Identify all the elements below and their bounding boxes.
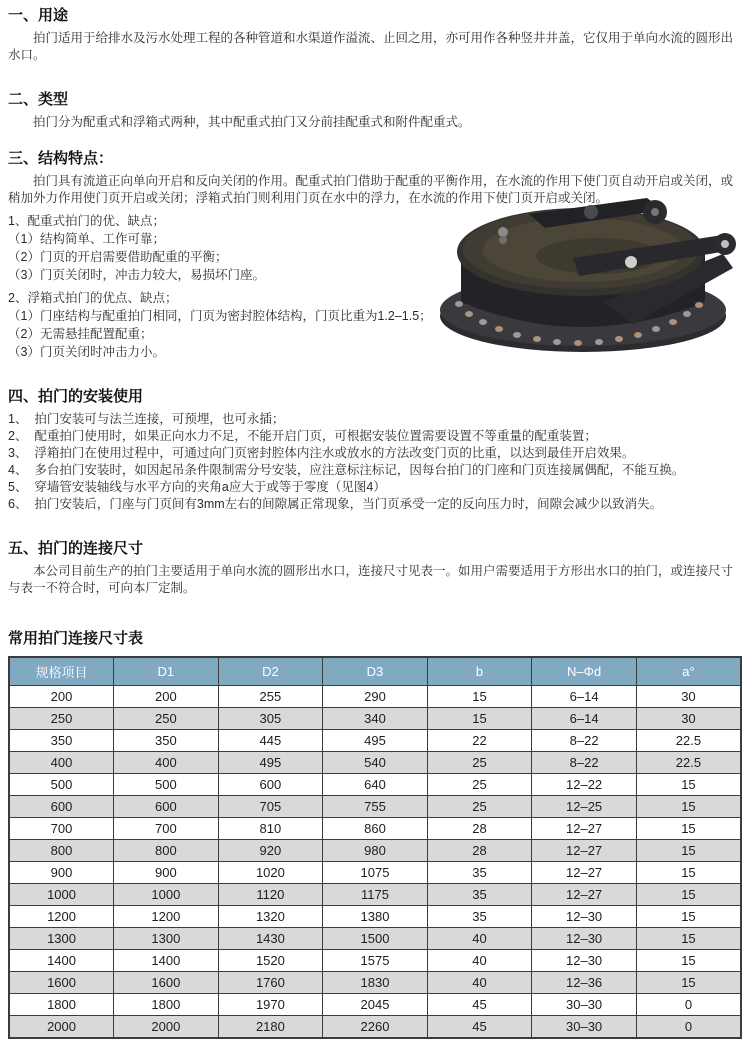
table-cell: 0: [636, 994, 741, 1016]
table-cell: 1575: [323, 950, 428, 972]
section-body-usage: 拍门适用于给排水及污水处理工程的各种管道和水渠道作溢流、止回之用，亦可用作各种竖井井盖，它仅用于单向水流的圆形出水口。: [8, 31, 734, 62]
install-step: 2、 配重拍门使用时，如果正向水力不足，不能开启门页，可根据安装位置需要设置不等重量的配重装置；: [8, 429, 597, 443]
table-cell: 12–30: [532, 906, 637, 928]
table-cell: 12–27: [532, 862, 637, 884]
table-cell: 1300: [114, 928, 219, 950]
table-cell: 1430: [218, 928, 323, 950]
table-cell: 755: [323, 796, 428, 818]
list-item: （3）门页关闭时冲击力小。: [8, 345, 165, 359]
table-cell: 45: [427, 1016, 532, 1039]
table-cell: 2000: [9, 1016, 114, 1039]
table-cell: 0: [636, 1016, 741, 1039]
install-step: 1、 拍门安装可与法兰连接，可预埋，也可永插；: [8, 412, 285, 426]
table-cell: 2000: [114, 1016, 219, 1039]
table-cell: 800: [114, 840, 219, 862]
table-cell: 2180: [218, 1016, 323, 1039]
table-cell: 2045: [323, 994, 428, 1016]
column-header: a°: [636, 657, 741, 686]
column-header: D1: [114, 657, 219, 686]
table-cell: 700: [114, 818, 219, 840]
table-cell: 12–22: [532, 774, 637, 796]
list-item: （3）门页关闭时，冲击力较大，易损坏门座。: [8, 268, 265, 282]
table-row: [9, 972, 741, 994]
table-cell: 22.5: [636, 730, 741, 752]
table-cell: 25: [427, 796, 532, 818]
table-cell: 12–27: [532, 884, 637, 906]
table-cell: 250: [9, 708, 114, 730]
table-cell: 40: [427, 928, 532, 950]
table-cell: 1760: [218, 972, 323, 994]
table-row: [9, 906, 741, 928]
installation-steps-list: [8, 411, 742, 513]
table-cell: 12–36: [532, 972, 637, 994]
list-title: 1、配重式拍门的优、缺点；: [8, 214, 165, 228]
table-row: [9, 1016, 741, 1039]
table-cell: 495: [323, 730, 428, 752]
table-cell: 15: [427, 686, 532, 708]
table-cell: 15: [636, 884, 741, 906]
table-cell: 1400: [114, 950, 219, 972]
table-cell: 15: [636, 950, 741, 972]
table-cell: 255: [218, 686, 323, 708]
list-item: （2）无需悬挂配置配重；: [8, 327, 153, 341]
table-cell: 350: [9, 730, 114, 752]
table-cell: 1120: [218, 884, 323, 906]
flap-valve-photo: [433, 192, 745, 356]
table-cell: 1380: [323, 906, 428, 928]
table-row: [9, 818, 741, 840]
table-cell: 640: [323, 774, 428, 796]
table-cell: 200: [9, 686, 114, 708]
table-cell: 28: [427, 818, 532, 840]
column-header: b: [427, 657, 532, 686]
table-cell: 600: [9, 796, 114, 818]
table-cell: 25: [427, 752, 532, 774]
table-row: [9, 686, 741, 708]
table-cell: 15: [636, 906, 741, 928]
table-cell: 445: [218, 730, 323, 752]
section-heading-usage: 一、用途: [8, 7, 69, 24]
table-cell: 8–22: [532, 730, 637, 752]
table-cell: 1075: [323, 862, 428, 884]
table-title: 常用拍门连接尺寸表: [8, 630, 144, 647]
table-row: [9, 730, 741, 752]
table-cell: 1200: [114, 906, 219, 928]
table-body: [9, 686, 741, 1039]
column-header: 规格项目: [9, 657, 114, 686]
table-cell: 800: [9, 840, 114, 862]
table-cell: 12–30: [532, 928, 637, 950]
table-cell: 1200: [9, 906, 114, 928]
table-row: [9, 752, 741, 774]
table-cell: 1970: [218, 994, 323, 1016]
install-step: 6、 拍门安装后，门座与门页间有3mm左右的间隙属正常现象，当门页承受一定的反向压力时，间隙会减少以致消失。: [8, 497, 663, 511]
column-header: D3: [323, 657, 428, 686]
table-cell: 15: [636, 818, 741, 840]
table-cell: 15: [636, 862, 741, 884]
table-cell: 500: [114, 774, 219, 796]
table-cell: 15: [636, 840, 741, 862]
table-cell: 15: [636, 928, 741, 950]
install-step: 4、 多台拍门安装时，如因起吊条件限制需分号安装，应注意标注标记，因每台拍门的门座和门页连接属偶配，不能互换。: [8, 463, 685, 477]
table-row: [9, 796, 741, 818]
table-cell: 980: [323, 840, 428, 862]
table-cell: 400: [9, 752, 114, 774]
table-cell: 30: [636, 708, 741, 730]
table-cell: 30–30: [532, 994, 637, 1016]
table-cell: 25: [427, 774, 532, 796]
table-cell: 1500: [323, 928, 428, 950]
table-cell: 600: [218, 774, 323, 796]
table-row: [9, 884, 741, 906]
table-cell: 350: [114, 730, 219, 752]
table-cell: 15: [636, 972, 741, 994]
table-cell: 12–27: [532, 818, 637, 840]
dimension-table: [8, 656, 742, 1039]
table-cell: 700: [9, 818, 114, 840]
table-cell: 500: [9, 774, 114, 796]
table-header: [9, 657, 741, 686]
table-cell: 1800: [9, 994, 114, 1016]
table-cell: 40: [427, 972, 532, 994]
table-cell: 12–30: [532, 950, 637, 972]
table-cell: 810: [218, 818, 323, 840]
section-heading-dimensions: 五、拍门的连接尺寸: [8, 540, 144, 557]
table-cell: 22: [427, 730, 532, 752]
table-cell: 600: [114, 796, 219, 818]
table-cell: 1000: [9, 884, 114, 906]
table-cell: 1175: [323, 884, 428, 906]
table-cell: 305: [218, 708, 323, 730]
table-cell: 15: [427, 708, 532, 730]
install-step: 3、 浮箱拍门在使用过程中，可通过向门页密封腔体内注水或放水的方法改变门页的比重，以达到最佳开启效果。: [8, 446, 635, 460]
section-body-dimensions: 本公司目前生产的拍门主要适用于单向水流的圆形出水口，连接尺寸见表一。如用户需要适用于方形出水口的拍门，或连接尺寸与表一不符合时，可向本厂定制。: [8, 564, 734, 595]
table-row: [9, 950, 741, 972]
section-body-types: 拍门分为配重式和浮箱式两种，其中配重式拍门又分前挂配重式和附件配重式。: [33, 115, 471, 129]
table-cell: 15: [636, 796, 741, 818]
list-item: （1）门座结构与配重拍门相同，门页为密封腔体结构，门页比重为1.2–1.5；: [8, 309, 432, 323]
table-cell: 1520: [218, 950, 323, 972]
table-row: [9, 928, 741, 950]
table-row: [9, 774, 741, 796]
table-cell: 28: [427, 840, 532, 862]
table-cell: 30–30: [532, 1016, 637, 1039]
table-cell: 35: [427, 906, 532, 928]
column-header: D2: [218, 657, 323, 686]
install-step: 5、 穿墙管安装轴线与水平方向的夹角a应大于或等于零度（见图4）: [8, 480, 386, 494]
table-cell: 290: [323, 686, 428, 708]
table-cell: 6–14: [532, 686, 637, 708]
table-cell: 22.5: [636, 752, 741, 774]
table-cell: 12–27: [532, 840, 637, 862]
section-heading-installation: 四、拍门的安装使用: [8, 388, 144, 405]
table-cell: 45: [427, 994, 532, 1016]
table-cell: 495: [218, 752, 323, 774]
table-cell: 35: [427, 884, 532, 906]
table-cell: 40: [427, 950, 532, 972]
table-cell: 400: [114, 752, 219, 774]
table-header-row: [9, 657, 741, 686]
table-cell: 15: [636, 774, 741, 796]
list-item: （2）门页的开启需要借助配重的平衡；: [8, 250, 228, 264]
table-cell: 1020: [218, 862, 323, 884]
table-cell: 1800: [114, 994, 219, 1016]
section-heading-types: 二、类型: [8, 91, 69, 108]
table-cell: 1830: [323, 972, 428, 994]
table-cell: 540: [323, 752, 428, 774]
table-row: [9, 862, 741, 884]
section-body-structure: 拍门具有流道正向单向开启和反向关闭的作用。配重式拍门借助于配重的平衡作用，在水流的作用下使门页自动开启或关闭，或稍加外力作用使门页开启或关闭；浮箱式拍门则利用门页在水中的浮力，在水流的作用下使门页开启或关闭。: [8, 174, 734, 205]
table-cell: 1300: [9, 928, 114, 950]
table-cell: 1600: [9, 972, 114, 994]
section-heading-structure: 三、结构特点：: [8, 150, 114, 167]
table-cell: 1000: [114, 884, 219, 906]
table-cell: 900: [9, 862, 114, 884]
list-title: 2、浮箱式拍门的优点、缺点；: [8, 291, 178, 305]
table-cell: 200: [114, 686, 219, 708]
table-cell: 1320: [218, 906, 323, 928]
column-header: N–Φd: [532, 657, 637, 686]
table-cell: 12–25: [532, 796, 637, 818]
table-cell: 2260: [323, 1016, 428, 1039]
flap-valve-illustration: [433, 192, 745, 356]
table-cell: 860: [323, 818, 428, 840]
table-row: [9, 840, 741, 862]
table-cell: 705: [218, 796, 323, 818]
table-cell: 6–14: [532, 708, 637, 730]
table-cell: 920: [218, 840, 323, 862]
table-cell: 250: [114, 708, 219, 730]
table-cell: 1400: [9, 950, 114, 972]
table-cell: 8–22: [532, 752, 637, 774]
list-item: （1）结构简单、工作可靠；: [8, 232, 165, 246]
table-row: [9, 708, 741, 730]
table-cell: 35: [427, 862, 532, 884]
table-cell: 900: [114, 862, 219, 884]
table-cell: 30: [636, 686, 741, 708]
table-cell: 1600: [114, 972, 219, 994]
table-cell: 340: [323, 708, 428, 730]
table-row: [9, 994, 741, 1016]
